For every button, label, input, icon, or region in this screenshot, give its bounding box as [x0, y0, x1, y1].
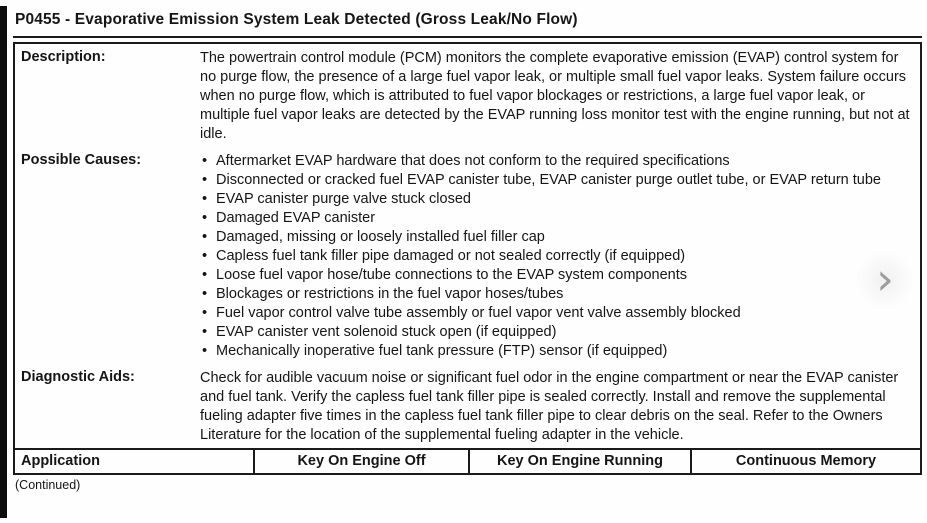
- cause-item: • Blockages or restrictions in the fuel vapor hoses/tubes: [200, 285, 910, 304]
- cause-item: • Aftermarket EVAP hardware that does not conform to the required specifications: [200, 152, 910, 171]
- cause-item: • Capless fuel tank filler pipe damaged or not sealed correctly (if equipped): [200, 247, 910, 266]
- scan-edge-bar: [0, 6, 7, 518]
- description-text: The powertrain control module (PCM) monitors the complete evaporative emission (EVAP) control system for no purge flow, the presence of a large fuel vapor leak, or multiple small fuel vapor leaks. System failure occurs when no purge flow, which is attributed to fuel vapor blockages or restrictions, a large fuel vapor leak, or multiple fuel vapor leaks are detected by the EVAP running loss monitor test with the engine running, but not at idle.: [200, 50, 910, 142]
- possible-causes-row: [15, 147, 920, 364]
- page-title: P0455 - Evaporative Emission System Leak Detected (Gross Leak/No Flow): [13, 4, 922, 38]
- cause-item: • EVAP canister purge valve stuck closed: [200, 190, 910, 209]
- cause-item: • Fuel vapor control valve tube assembly or fuel vapor vent valve assembly blocked: [200, 304, 910, 323]
- cause-item: • Loose fuel vapor hose/tube connections to the EVAP system components: [200, 266, 910, 285]
- description-row: [15, 44, 920, 147]
- diagnostic-aids-row: [15, 364, 920, 448]
- description-label: Description:: [21, 49, 106, 65]
- cause-item: • EVAP canister vent solenoid stuck open (if equipped): [200, 323, 910, 342]
- page-content: [13, 4, 922, 492]
- dtc-info-table: [13, 42, 922, 475]
- possible-causes-label: Possible Causes:: [21, 152, 142, 168]
- possible-causes-list: [200, 152, 910, 361]
- cause-item: • Disconnected or cracked fuel EVAP canister tube, EVAP canister purge outlet tube, or EVAP return tube: [200, 171, 910, 190]
- diagnostic-aids-label: Diagnostic Aids:: [21, 369, 135, 385]
- diagnostic-aids-text: Check for audible vacuum noise or significant fuel odor in the engine compartment or near the EVAP canister and fuel tank. Verify the capless fuel tank filler pipe is sealed correctly. Install and remove the supplemental fueling adapter five times in the capless fuel tank filler pipe to clear debris on the seal. Refer to the Owners Literature for the location of the supplemental fueling adapter in the vehicle.: [200, 370, 899, 443]
- continued-note: (Continued): [15, 478, 81, 492]
- possible-causes-list-wrap: [200, 147, 920, 364]
- column-header-continuous-memory: Continuous Memory: [690, 450, 920, 473]
- next-page-button[interactable]: [855, 250, 915, 310]
- column-header-key-on-engine-running: Key On Engine Running: [468, 450, 690, 473]
- column-header-key-on-engine-off: Key On Engine Off: [253, 450, 468, 473]
- cause-item: • Damaged EVAP canister: [200, 209, 910, 228]
- chevron-right-icon: ›: [876, 254, 894, 305]
- column-header-application: Application: [21, 453, 100, 469]
- cause-item: • Damaged, missing or loosely installed fuel filler cap: [200, 228, 910, 247]
- cause-item: • Mechanically inoperative fuel tank pressure (FTP) sensor (if equipped): [200, 342, 910, 361]
- application-table-header: [15, 448, 920, 473]
